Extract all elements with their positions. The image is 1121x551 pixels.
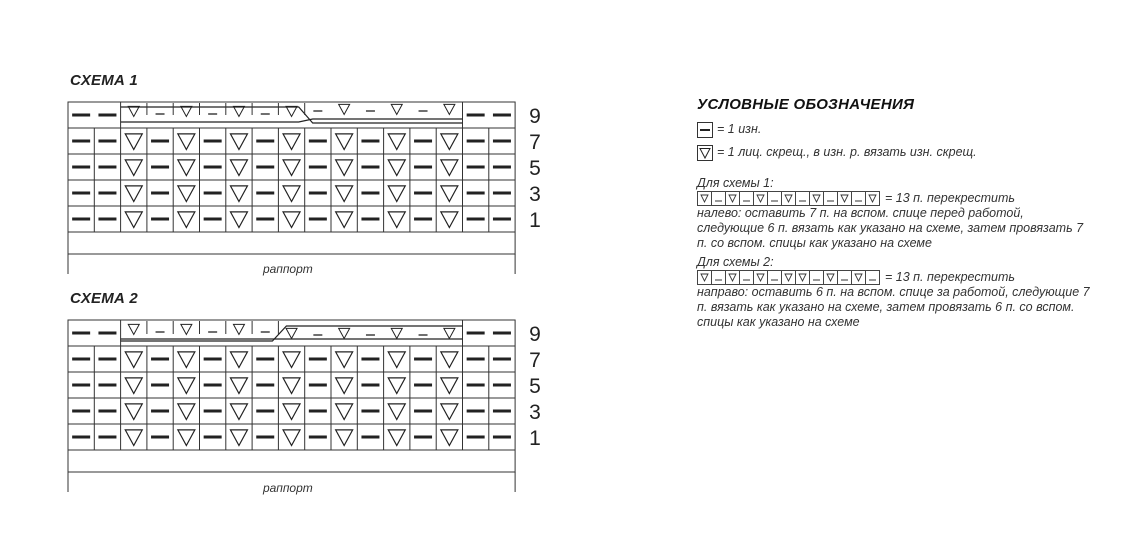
twisted-knit-triangle [125, 378, 142, 394]
twisted-knit-triangle [283, 352, 300, 368]
twisted-knit-triangle [178, 430, 195, 446]
twisted-knit-triangle [441, 186, 458, 202]
twisted-knit-triangle [125, 404, 142, 420]
twisted-knit-triangle [125, 186, 142, 202]
twisted-knit-triangle [286, 106, 297, 116]
twisted-knit-triangle [230, 134, 247, 150]
twisted-knit-triangle [230, 160, 247, 176]
twisted-knit-triangle [233, 324, 244, 334]
twisted-knit-triangle [336, 352, 353, 368]
mini-triangle-cell [726, 192, 740, 205]
mini-dash-cell [796, 192, 810, 205]
twisted-knit-triangle [336, 160, 353, 176]
twisted-knit-triangle [286, 328, 297, 338]
twisted-knit-triangle [391, 328, 402, 338]
twisted-knit-triangle [388, 212, 405, 228]
twisted-knit-triangle [178, 378, 195, 394]
mini-dash-cell [810, 271, 824, 284]
mini-triangle-cell [726, 271, 740, 284]
row-number: 7 [529, 349, 541, 372]
scheme-2-head: Для схемы 2: [697, 255, 774, 270]
row-number: 1 [529, 209, 541, 232]
chart-1-title: СХЕМА 1 [70, 72, 138, 89]
mini-triangle-cell [698, 192, 712, 205]
twisted-knit-triangle [336, 404, 353, 420]
row-number: 7 [529, 131, 541, 154]
twisted-knit-triangle [125, 352, 142, 368]
twisted-knit-triangle [128, 106, 139, 116]
twisted-knit-triangle [128, 324, 139, 334]
twisted-knit-triangle [336, 378, 353, 394]
mini-triangle-cell [866, 192, 879, 205]
mini-dash-cell [740, 271, 754, 284]
row-number: 9 [529, 323, 541, 346]
twisted-knit-triangle [178, 160, 195, 176]
twisted-knit-triangle [444, 328, 455, 338]
mini-dash-cell [866, 271, 879, 284]
legend-purl-row [697, 120, 1107, 139]
twisted-knit-triangle [125, 160, 142, 176]
twisted-knit-symbol-icon [697, 145, 713, 161]
twisted-knit-triangle [125, 430, 142, 446]
chart-grid-border [68, 102, 515, 254]
mini-dash-cell [740, 192, 754, 205]
mini-dash-cell [768, 271, 782, 284]
cable-left-symbol-icon [697, 191, 880, 206]
cable-cross-line [121, 119, 463, 122]
twisted-knit-triangle [178, 212, 195, 228]
mini-triangle-cell [754, 192, 768, 205]
cable-cross-line [121, 107, 463, 123]
twisted-knit-triangle [178, 352, 195, 368]
twisted-knit-triangle [336, 134, 353, 150]
knitting-chart-1 [68, 102, 541, 282]
twisted-knit-triangle [336, 212, 353, 228]
twisted-knit-triangle [441, 430, 458, 446]
legend-title: УСЛОВНЫЕ ОБОЗНАЧЕНИЯ [697, 96, 915, 113]
twisted-knit-triangle [388, 430, 405, 446]
purl-symbol-icon [697, 122, 713, 138]
scheme-1-note [697, 176, 1107, 251]
twisted-knit-triangle [233, 106, 244, 116]
twisted-knit-triangle [230, 212, 247, 228]
twisted-knit-triangle [230, 430, 247, 446]
mini-dash-cell [712, 271, 726, 284]
twisted-knit-triangle [388, 352, 405, 368]
chart-grid-border [68, 320, 515, 472]
mini-dash-cell [824, 192, 838, 205]
twisted-knit-triangle [181, 106, 192, 116]
twisted-knit-triangle [283, 378, 300, 394]
knitting-chart-2 [68, 320, 541, 500]
twisted-knit-triangle [336, 430, 353, 446]
twisted-knit-triangle [391, 104, 402, 114]
twisted-knit-triangle [388, 134, 405, 150]
mini-triangle-cell [796, 271, 810, 284]
twisted-knit-triangle [181, 324, 192, 334]
mini-triangle-cell [782, 271, 796, 284]
row-number: 5 [529, 157, 541, 180]
twisted-knit-triangle [388, 186, 405, 202]
cable-symbol-box [697, 270, 880, 285]
twisted-knit-triangle [178, 186, 195, 202]
row-number: 1 [529, 427, 541, 450]
scheme-2-text: направо: оставить 6 п. на вспом. спице за работой, следующие 7 п. вязать как указано на схеме, затем провязать 6 п. со вспом. спицы как указано на схеме [697, 285, 1090, 330]
twisted-knit-triangle [230, 352, 247, 368]
cable-right-symbol-icon [697, 270, 880, 285]
twisted-knit-triangle [441, 134, 458, 150]
twisted-knit-triangle [125, 212, 142, 228]
twisted-knit-triangle [178, 134, 195, 150]
twisted-knit-triangle [441, 404, 458, 420]
legend [697, 96, 1107, 330]
scheme-2-note [697, 255, 1107, 330]
mini-triangle-cell [754, 271, 768, 284]
mini-dash-cell [768, 192, 782, 205]
twisted-knit-triangle [230, 404, 247, 420]
twisted-knit-triangle [441, 352, 458, 368]
cable-symbol-box [697, 191, 880, 206]
scheme-1-text: налево: оставить 7 п. на вспом. спице перед работой, следующие 6 п. вязать как указано на схеме, затем провязать 7 п. со вспом. спицы как указано на схеме [697, 206, 1084, 251]
twisted-knit-triangle [444, 104, 455, 114]
twisted-knit-triangle [388, 404, 405, 420]
row-number: 9 [529, 105, 541, 128]
mini-dash-cell [852, 192, 866, 205]
mini-triangle-cell [824, 271, 838, 284]
twisted-knit-triangle [336, 186, 353, 202]
scheme-1-head: Для схемы 1: [697, 176, 774, 190]
mini-triangle-cell [698, 271, 712, 284]
twisted-knit-triangle [283, 160, 300, 176]
twisted-knit-triangle [283, 186, 300, 202]
scheme-1-equation: = 13 п. перекрестить [885, 191, 1015, 205]
mini-triangle-cell [782, 192, 796, 205]
chart-2-rapport-label: раппорт [263, 481, 313, 495]
chart-2-title: СХЕМА 2 [70, 290, 138, 307]
legend-purl-text: = 1 изн. [717, 122, 762, 136]
row-number: 5 [529, 375, 541, 398]
row-number: 3 [529, 401, 541, 424]
twisted-knit-triangle [441, 378, 458, 394]
twisted-knit-triangle [283, 212, 300, 228]
twisted-knit-triangle [339, 328, 350, 338]
mini-triangle-cell [838, 192, 852, 205]
twisted-knit-triangle [283, 430, 300, 446]
legend-twisted-text: = 1 лиц. скрещ., в изн. р. вязать изн. скрещ. [717, 145, 977, 159]
twisted-knit-triangle [178, 404, 195, 420]
chart-1-rapport-label: раппорт [263, 262, 313, 276]
twisted-knit-triangle [230, 186, 247, 202]
twisted-knit-triangle [283, 404, 300, 420]
scheme-2-equation: = 13 п. перекрестить [885, 270, 1015, 285]
twisted-knit-triangle [339, 104, 350, 114]
twisted-knit-triangle [388, 378, 405, 394]
twisted-knit-triangle [125, 134, 142, 150]
row-number: 3 [529, 183, 541, 206]
twisted-knit-triangle [441, 160, 458, 176]
mini-dash-cell [712, 192, 726, 205]
twisted-knit-triangle [441, 212, 458, 228]
legend-twisted-row [697, 143, 1107, 162]
twisted-knit-triangle [388, 160, 405, 176]
mini-triangle-cell [810, 192, 824, 205]
mini-triangle-cell [852, 271, 866, 284]
twisted-knit-triangle [230, 378, 247, 394]
twisted-knit-triangle [283, 134, 300, 150]
mini-dash-cell [838, 271, 852, 284]
